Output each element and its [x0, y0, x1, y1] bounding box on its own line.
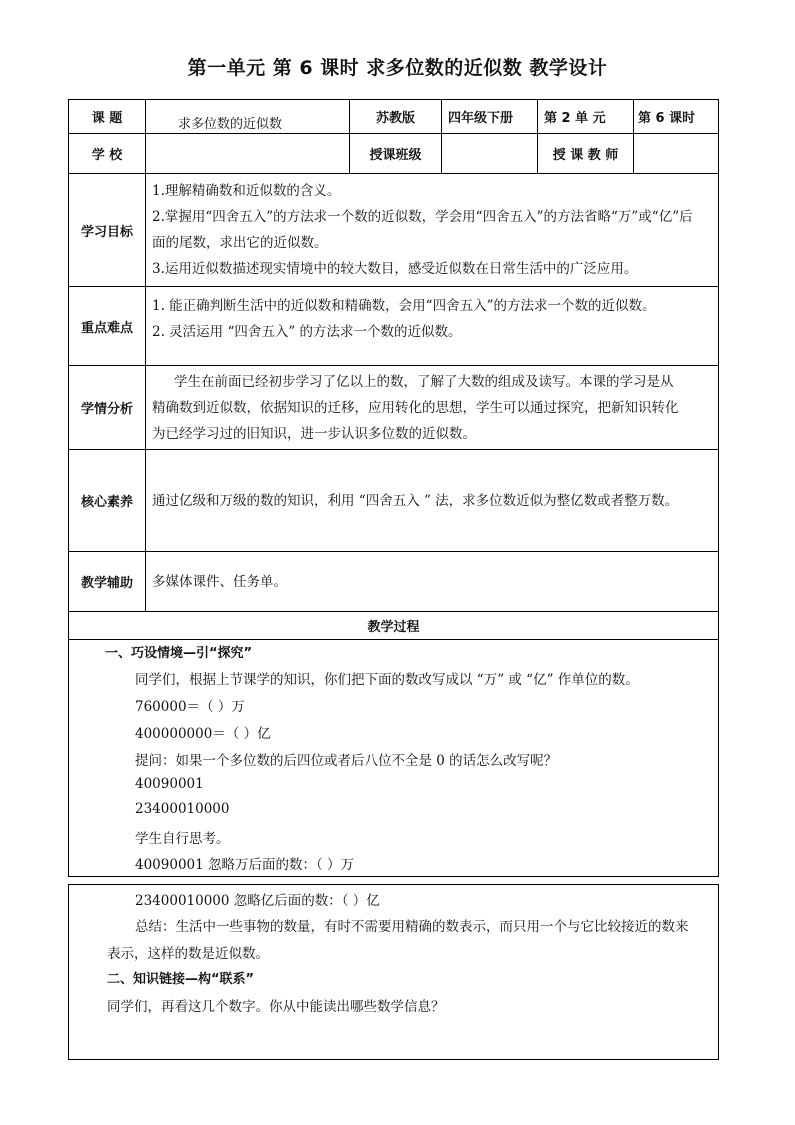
- key-point-line: 1. 能正确判断生活中的近似数和精确数，会用“四舍五入”的方法求一个数的近似数。: [152, 298, 656, 314]
- grade: 四年级下册: [442, 100, 538, 134]
- page-title: 第一单元 第 6 课时 求多位数的近似数 教学设计: [187, 57, 608, 79]
- section2-title: 二、知识链接—构“联系”: [107, 972, 255, 987]
- analysis-line: 为已经学习过的旧知识，进一步认识多位数的近似数。: [152, 425, 476, 442]
- section2-line: 同学们，再看这几个数字。你从中能读出哪些数学信息？: [107, 999, 445, 1015]
- edition: 苏教版: [350, 100, 442, 134]
- process-line: 760000＝（ ）万: [135, 699, 245, 715]
- goal-line: 面的尾数，求出它的近似数。: [152, 235, 328, 251]
- process-line: 表示，这样的数是近似数。: [107, 946, 269, 962]
- aids-content: 多媒体课件、任务单。: [146, 552, 719, 612]
- goals-label: 学习目标: [69, 174, 146, 287]
- process-line: 总结：生活中一些事物的数量，有时不需要用精确的数表示，而只用一个与它比较接近的数来: [135, 919, 689, 935]
- topic-label: 课 题: [69, 100, 146, 134]
- key-points-label: 重点难点: [69, 287, 146, 366]
- process-line: 23400010000: [135, 801, 230, 817]
- analysis-line: 精确数到近似数，依据知识的迁移，应用转化的思想，学生可以通过探究，把新知识转化: [152, 399, 679, 416]
- topic-value: 求多位数的近似数: [146, 100, 350, 134]
- aids-label: 教学辅助: [69, 552, 146, 612]
- process-line: 同学们，根据上节课学的知识，你们把下面的数改写成以 “万” 或 “亿” 作单位的数。: [135, 672, 639, 688]
- process-line: 40090001: [135, 776, 204, 792]
- class-label: 授课班级: [350, 134, 442, 174]
- lesson-number: 第 6 课时: [634, 100, 719, 134]
- process-line: 提问：如果一个多位数的后四位或者后八位不全是 0 的话怎么改写呢？: [135, 753, 558, 769]
- goals-content: [146, 174, 719, 287]
- school-value: [146, 134, 350, 174]
- literacy-label: 核心素养: [69, 450, 146, 552]
- goal-line: 3.运用近似数描述现实情境中的较大数目，感受近似数在日常生活中的广泛应用。: [152, 261, 638, 277]
- process-line: 40090001 忽略万后面的数：（ ）万: [135, 857, 355, 873]
- goal-line: 2.掌握用“四舍五入”的方法求一个数的近似数，学会用“四舍五入”的方法省略“万”或“亿”后: [152, 209, 693, 225]
- process-header: 教学过程: [69, 612, 719, 640]
- key-point-line: 2. 灵活运用 “四舍五入” 的方法求一个数的近似数。: [152, 324, 462, 340]
- process-line: 400000000＝（ ）亿: [135, 726, 271, 742]
- literacy-content: 通过亿级和万级的数的知识，利用 “四舍五入 ” 法，求多位数近似为整亿数或者整万数。: [146, 450, 719, 552]
- lesson-plan-table: [68, 99, 719, 877]
- process-line: 学生自行思考。: [135, 831, 230, 847]
- goal-line: 1.理解精确数和近似数的含义。: [152, 183, 341, 199]
- process-line: 23400010000 忽略亿后面的数：（ ）亿: [135, 893, 380, 909]
- section1-title: 一、巧设情境—引“探究”: [105, 646, 253, 661]
- process-content: [69, 640, 719, 877]
- key-points-content: [146, 287, 719, 366]
- teacher-label: 授 课 教 师: [538, 134, 634, 174]
- school-label: 学 校: [69, 134, 146, 174]
- continuation-box: [68, 884, 719, 1060]
- class-value: [442, 134, 538, 174]
- analysis-label: 学情分析: [69, 366, 146, 450]
- teacher-value: [634, 134, 719, 174]
- analysis-content: [146, 366, 719, 450]
- unit: 第 2 单 元: [538, 100, 634, 134]
- analysis-line: 学生在前面已经初步学习了亿以上的数，了解了大数的组成及读写。本课的学习是从: [174, 373, 674, 390]
